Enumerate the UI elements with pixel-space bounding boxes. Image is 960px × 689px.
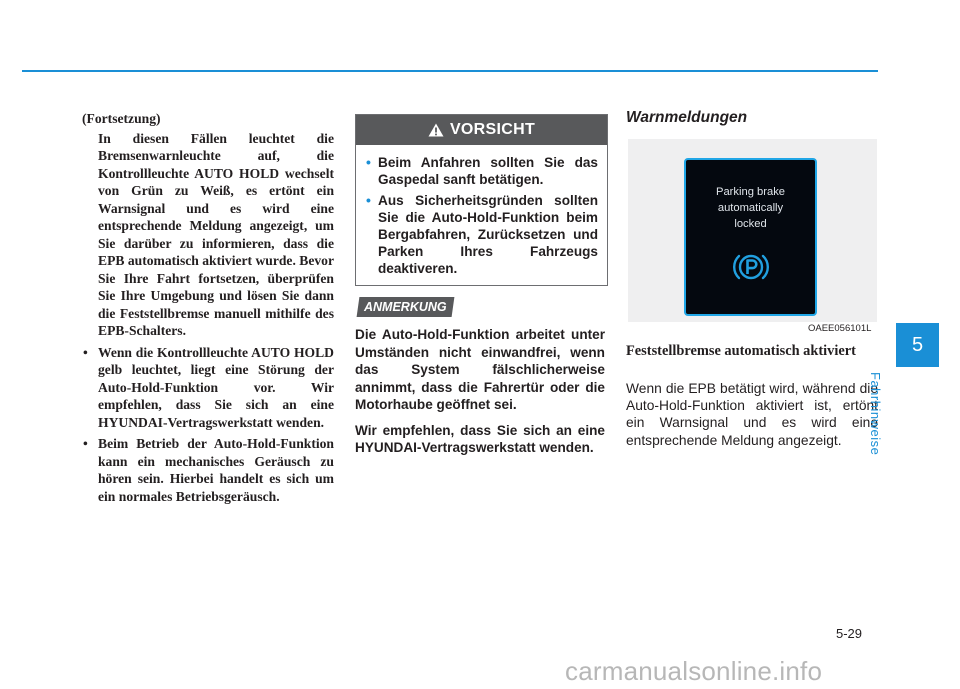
bullet-marker: • bbox=[366, 154, 371, 170]
note-label: ANMERKUNG bbox=[364, 300, 447, 314]
parking-brake-icon bbox=[732, 248, 770, 286]
intro-paragraph: In diesen Fällen leuchtet die Bremsenwarnleuchte auf, die Kontrollleuchte AUTO HOLD wechselt von Grün zu Weiß, es ertönt ein Warnsignal und es wird eine entsprechende Meldung angezeigt, um Sie darüber zu informieren, dass die EPB automatisch aktiviert wurde. Bevor Sie Ihre Fahrt fortsetzen, überprüfen Sie Ihre Umgebung und lösen Sie dann die Feststellbremse manuell mithilfe des EPB-Schalters. bbox=[98, 130, 334, 338]
body-paragraph: Wenn die EPB betätigt wird, während die Auto-Hold-Funktion aktiviert ist, ertönt ein Warnsignal und es wird eine entsprechende Meldung angezeigt. bbox=[626, 381, 878, 448]
display-line: Parking brake bbox=[715, 186, 786, 198]
chapter-label bbox=[867, 372, 926, 458]
note-badge bbox=[357, 297, 454, 317]
display-line: locked bbox=[734, 218, 767, 230]
bullet-marker: • bbox=[366, 192, 371, 208]
note-paragraph: Wir empfehlen, dass Sie sich an eine HYUNDAI-Vertragswerkstatt wenden. bbox=[355, 422, 605, 455]
bullet-marker: • bbox=[83, 436, 88, 451]
page-number: 5-29 bbox=[836, 626, 863, 641]
cluster-display bbox=[684, 158, 817, 316]
warning-triangle-icon bbox=[428, 123, 444, 137]
list-item-text: Beim Anfahren sollten Sie das Gaspedal sanft betätigen. bbox=[378, 155, 598, 187]
bullet-marker: • bbox=[83, 344, 88, 360]
figure-panel bbox=[628, 139, 877, 322]
figure-code: OAEE056101L bbox=[808, 323, 872, 334]
section-title: Warnmeldungen bbox=[626, 109, 748, 126]
caution-title: VORSICHT bbox=[449, 121, 536, 138]
list-item bbox=[82, 435, 334, 505]
watermark: carmanualsonline.info bbox=[565, 656, 823, 686]
list-item-text: Aus Sicherheitsgründen sollten Sie die Auto-Hold-Funktion beim Bergabfahren, Zurücksetzen und Parken Ihres Fahrzeugs deaktiveren. bbox=[378, 193, 598, 276]
display-message bbox=[686, 184, 815, 232]
subsection-title: Feststellbremse automatisch aktiviert bbox=[626, 343, 856, 359]
left-column bbox=[82, 110, 334, 509]
list-item bbox=[366, 154, 598, 188]
list-item-text: Beim Betrieb der Auto-Hold-Funktion kann ein mechanisches Geräusch zu hören sein. Hierbei handelt es sich um ein normales Betriebsgeräusch. bbox=[98, 436, 334, 504]
list-item bbox=[82, 344, 334, 432]
top-rule bbox=[22, 70, 878, 72]
chapter-number: 5 bbox=[896, 323, 939, 367]
caution-list bbox=[356, 145, 607, 277]
caution-box bbox=[355, 114, 608, 286]
chapter-label-text: Fahrhinweise bbox=[867, 372, 883, 456]
list-item-text: Wenn die Kontrollleuchte AUTO HOLD gelb leuchtet, liegt eine Störung der Auto-Hold-Funktion vor. Wir empfehlen, dass Sie sich an eine HYUNDAI-Vertragswerkstatt wenden. bbox=[98, 344, 334, 430]
note-paragraph: Die Auto-Hold-Funktion arbeitet unter Umständen nicht einwandfrei, wenn das System fälschlicherweise annimmt, dass die Fahrertür oder die Motorhaube geöffnet sei. bbox=[355, 327, 605, 412]
left-bullet-list bbox=[82, 344, 334, 506]
note-text bbox=[355, 326, 605, 465]
display-line: automatically bbox=[717, 202, 784, 214]
continuation-label: (Fortsetzung) bbox=[82, 111, 161, 126]
list-item bbox=[366, 192, 598, 277]
caution-header bbox=[356, 115, 607, 145]
